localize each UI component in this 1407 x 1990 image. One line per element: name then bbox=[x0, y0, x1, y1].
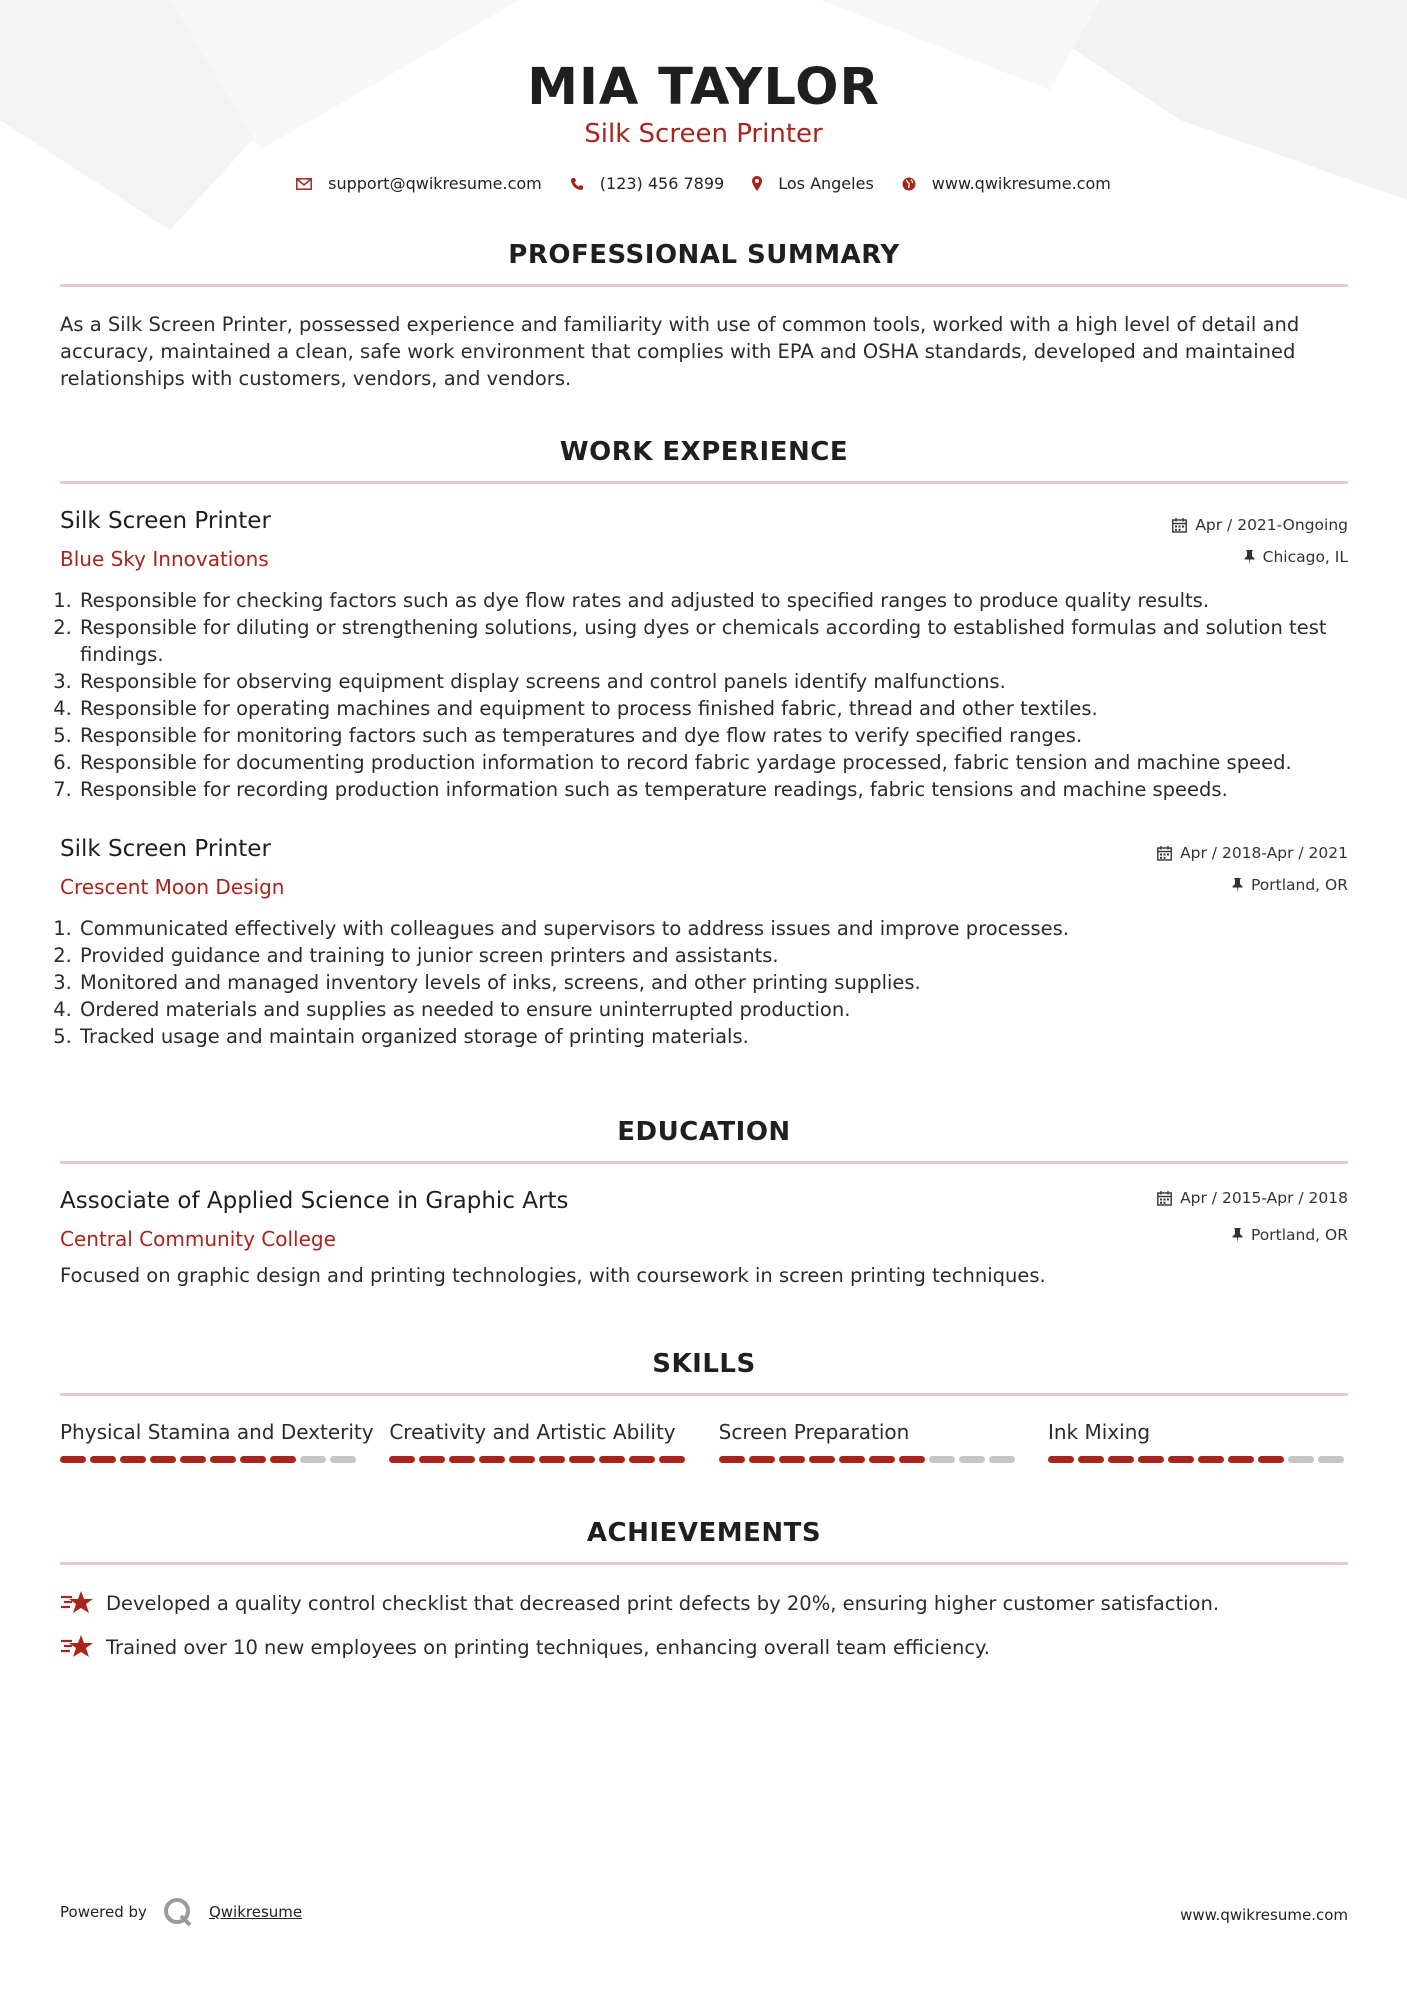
footer-website[interactable]: www.qwikresume.com bbox=[1180, 1906, 1348, 1924]
skill-segment-filled bbox=[1198, 1456, 1224, 1463]
list-item: 5. Responsible for monitoring factors such as temperatures and dye flow rates to verify specified ranges. bbox=[78, 722, 1366, 749]
skill-item bbox=[389, 1420, 689, 1463]
job-2-dates-text: Apr / 2018-Apr / 2021 bbox=[1180, 844, 1348, 862]
skills-divider bbox=[60, 1393, 1348, 1396]
education-description: Focused on graphic design and printing technologies, with coursework in screen printing techniques. bbox=[60, 1264, 1046, 1287]
skill-segment-filled bbox=[719, 1456, 745, 1463]
skill-label: Screen Preparation bbox=[718, 1420, 910, 1444]
list-item: 4. Ordered materials and supplies as needed to ensure uninterrupted production. bbox=[78, 996, 1366, 1023]
summary-divider bbox=[60, 284, 1348, 287]
education-dates bbox=[1157, 1189, 1348, 1207]
skill-segment-empty bbox=[989, 1456, 1015, 1463]
skill-segment-filled bbox=[569, 1456, 595, 1463]
skill-segment-filled bbox=[210, 1456, 236, 1463]
list-item: 6. Responsible for documenting production information to record fabric yardage processed, fabric tension and machine speed. bbox=[78, 749, 1366, 776]
list-item: 3. Responsible for observing equipment display screens and control panels identify malfunctions. bbox=[78, 668, 1366, 695]
job-1-location-text: Chicago, IL bbox=[1262, 548, 1348, 566]
contact-website-text: www.qwikresume.com bbox=[931, 174, 1111, 193]
experience-heading: WORK EXPERIENCE bbox=[559, 437, 849, 467]
achievement-item bbox=[60, 1590, 1219, 1616]
skill-segment-filled bbox=[1048, 1456, 1074, 1463]
qwikresume-link[interactable]: Qwikresume bbox=[208, 1903, 303, 1921]
list-item: 4. Responsible for operating machines and equipment to process finished fabric, thread and other textiles. bbox=[78, 695, 1366, 722]
education-location-text: Portland, OR bbox=[1250, 1226, 1348, 1244]
skill-level-bar bbox=[719, 1456, 1019, 1463]
skill-segment-filled bbox=[749, 1456, 775, 1463]
skill-segment-filled bbox=[1078, 1456, 1104, 1463]
envelope-icon bbox=[296, 178, 312, 190]
footer-powered-by bbox=[60, 1897, 302, 1927]
job-2-dates bbox=[1157, 844, 1348, 862]
contact-location-text: Los Angeles bbox=[778, 174, 874, 193]
candidate-name: MIA TAYLOR bbox=[527, 58, 880, 117]
skill-segment-filled bbox=[869, 1456, 895, 1463]
skill-segment-filled bbox=[1108, 1456, 1134, 1463]
skill-segment-empty bbox=[330, 1456, 356, 1463]
globe-icon bbox=[902, 177, 916, 191]
skill-segment-filled bbox=[270, 1456, 296, 1463]
skill-segment-filled bbox=[1138, 1456, 1164, 1463]
skill-segment-filled bbox=[509, 1456, 535, 1463]
contact-phone-text: (123) 456 7899 bbox=[599, 174, 725, 193]
calendar-icon bbox=[1172, 518, 1187, 533]
skill-segment-filled bbox=[1228, 1456, 1254, 1463]
skill-segment-filled bbox=[629, 1456, 655, 1463]
star-icon bbox=[60, 1590, 94, 1616]
skill-label: Physical Stamina and Dexterity bbox=[60, 1420, 374, 1444]
pushpin-icon bbox=[1232, 878, 1243, 893]
qwikresume-logo-icon bbox=[163, 1897, 193, 1927]
achievements-divider bbox=[60, 1562, 1348, 1565]
skills-heading: SKILLS bbox=[652, 1349, 756, 1379]
skill-item bbox=[60, 1420, 374, 1463]
achievement-text: Developed a quality control checklist that decreased print defects by 20%, ensuring higher customer satisfaction. bbox=[106, 1591, 1220, 1615]
skill-segment-filled bbox=[1168, 1456, 1194, 1463]
skill-level-bar bbox=[60, 1456, 360, 1463]
skill-item bbox=[719, 1420, 1019, 1463]
contact-location bbox=[752, 174, 874, 193]
map-pin-icon bbox=[752, 176, 762, 191]
list-item: 1. Communicated effectively with colleagues and supervisors to address issues and improve processes. bbox=[78, 915, 1366, 942]
skill-level-bar bbox=[1048, 1456, 1348, 1463]
skills-list bbox=[60, 1420, 1348, 1463]
contact-phone[interactable] bbox=[570, 174, 724, 193]
skill-label: Ink Mixing bbox=[1047, 1420, 1151, 1444]
skill-level-bar bbox=[389, 1456, 689, 1463]
summary-heading: PROFESSIONAL SUMMARY bbox=[508, 240, 900, 270]
skill-segment-filled bbox=[60, 1456, 86, 1463]
job-1-dates bbox=[1172, 516, 1348, 534]
list-item: 5. Tracked usage and maintain organized storage of printing materials. bbox=[78, 1023, 1366, 1050]
pushpin-icon bbox=[1244, 550, 1255, 565]
skill-segment-filled bbox=[899, 1456, 925, 1463]
education-degree: Associate of Applied Science in Graphic Arts bbox=[60, 1188, 569, 1214]
skill-segment-empty bbox=[1288, 1456, 1314, 1463]
list-item: 3. Monitored and managed inventory levels of inks, screens, and other printing supplies. bbox=[78, 969, 1366, 996]
achievement-item bbox=[60, 1634, 990, 1660]
job-1-company: Blue Sky Innovations bbox=[60, 547, 269, 571]
achievement-text: Trained over 10 new employees on printing techniques, enhancing overall team efficiency. bbox=[106, 1635, 990, 1659]
job-1-title: Silk Screen Printer bbox=[60, 508, 271, 534]
job-1-dates-text: Apr / 2021-Ongoing bbox=[1195, 516, 1348, 534]
skill-segment-filled bbox=[839, 1456, 865, 1463]
job-2-bullets bbox=[60, 915, 1366, 1050]
list-item: 2. Provided guidance and training to junior screen printers and assistants. bbox=[78, 942, 1366, 969]
achievements-heading: ACHIEVEMENTS bbox=[586, 1518, 822, 1548]
job-1-bullets bbox=[60, 587, 1366, 803]
job-2-location bbox=[1232, 876, 1348, 894]
skill-segment-filled bbox=[90, 1456, 116, 1463]
job-1-location bbox=[1244, 548, 1348, 566]
skill-segment-filled bbox=[180, 1456, 206, 1463]
contact-website[interactable] bbox=[902, 174, 1111, 193]
job-2-company: Crescent Moon Design bbox=[60, 875, 285, 899]
skill-segment-filled bbox=[539, 1456, 565, 1463]
skill-segment-filled bbox=[779, 1456, 805, 1463]
skill-segment-filled bbox=[449, 1456, 475, 1463]
skill-segment-filled bbox=[240, 1456, 266, 1463]
skill-segment-filled bbox=[419, 1456, 445, 1463]
contact-bar bbox=[0, 174, 1407, 193]
job-2-title: Silk Screen Printer bbox=[60, 836, 271, 862]
calendar-icon bbox=[1157, 1191, 1172, 1206]
education-divider bbox=[60, 1161, 1348, 1164]
education-school: Central Community College bbox=[60, 1227, 336, 1251]
education-location bbox=[1232, 1226, 1348, 1244]
skill-segment-filled bbox=[659, 1456, 685, 1463]
skill-item bbox=[1048, 1420, 1348, 1463]
skill-segment-empty bbox=[959, 1456, 985, 1463]
education-dates-text: Apr / 2015-Apr / 2018 bbox=[1180, 1189, 1348, 1207]
skill-segment-filled bbox=[150, 1456, 176, 1463]
powered-by-label: Powered by bbox=[60, 1903, 147, 1921]
job-title-header: Silk Screen Printer bbox=[584, 119, 823, 149]
job-2-location-text: Portland, OR bbox=[1250, 876, 1348, 894]
list-item: 7. Responsible for recording production information such as temperature readings, fabric tensions and machine speeds. bbox=[78, 776, 1366, 803]
skill-segment-filled bbox=[120, 1456, 146, 1463]
skill-segment-empty bbox=[300, 1456, 326, 1463]
phone-icon bbox=[570, 177, 584, 191]
skill-segment-empty bbox=[929, 1456, 955, 1463]
star-icon bbox=[60, 1634, 94, 1660]
summary-text: As a Silk Screen Printer, possessed experience and familiarity with use of common tools, worked with a high level of detail and accuracy, maintained a clean, safe work environment that complies with EPA and OSHA standards, developed and maintained relationships with customers, vendors, and vendors. bbox=[60, 313, 1300, 390]
list-item: 2. Responsible for diluting or strengthening solutions, using dyes or chemicals according to established formulas and solution test findings. bbox=[78, 614, 1366, 668]
skill-segment-empty bbox=[1318, 1456, 1344, 1463]
calendar-icon bbox=[1157, 846, 1172, 861]
experience-divider bbox=[60, 481, 1348, 484]
education-heading: EDUCATION bbox=[617, 1117, 791, 1147]
skill-segment-filled bbox=[809, 1456, 835, 1463]
skill-segment-filled bbox=[1258, 1456, 1284, 1463]
skill-label: Creativity and Artistic Ability bbox=[389, 1420, 676, 1444]
contact-email[interactable] bbox=[296, 174, 542, 193]
skill-segment-filled bbox=[479, 1456, 505, 1463]
skill-segment-filled bbox=[389, 1456, 415, 1463]
contact-email-text: support@qwikresume.com bbox=[328, 174, 542, 193]
list-item: 1. Responsible for checking factors such as dye flow rates and adjusted to specified ranges to produce quality results. bbox=[78, 587, 1366, 614]
skill-segment-filled bbox=[599, 1456, 625, 1463]
pushpin-icon bbox=[1232, 1228, 1243, 1243]
